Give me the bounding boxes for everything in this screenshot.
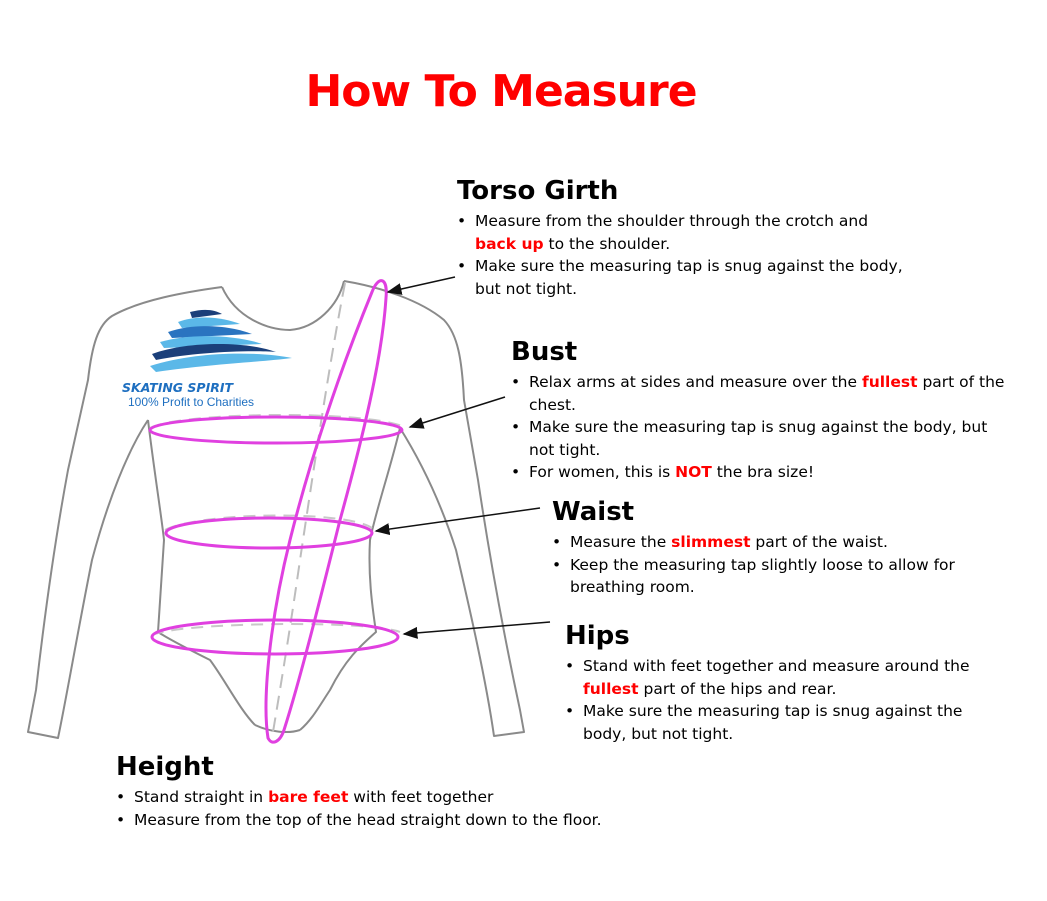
height-heading: Height [116,752,214,782]
list-item [475,210,907,255]
bullet-text: For women, this is [529,463,676,481]
bullet-text: Make sure the measuring tap is snug against the body, but not tight. [529,418,988,459]
list-item [583,700,975,745]
torso-girth-loop [266,281,386,743]
hips-heading: Hips [565,621,630,651]
leotard-outline [28,281,524,738]
torso-girth-heading: Torso Girth [457,176,619,206]
bust-list [511,371,1041,484]
highlight-text: bare feet [268,788,349,806]
bullet-text: Relax arms at sides and measure over the [529,373,862,391]
bullet-text: Measure the [570,533,672,551]
bullet-text: Make sure the measuring tap is snug against the body, but not tight. [583,702,963,743]
list-item [134,786,716,809]
waist-section [552,496,972,599]
list-item [529,461,1041,484]
hips-section [565,620,975,745]
highlight-text: fullest [583,679,639,698]
page-title: How To Measure [305,66,697,117]
bullet-text: Stand with feet together and measure around the [583,657,970,675]
torso-girth-section [457,175,907,300]
bullet-text: the bra size! [711,463,815,481]
list-item [475,255,907,300]
waist-arrow [376,508,540,531]
bullet-text: part of the chest. [529,373,1005,414]
highlight-text: fullest [861,373,918,391]
skating-spirit-logo [122,310,292,409]
height-section [116,751,716,831]
bust-heading: Bust [511,337,578,367]
torso-arrow [388,277,455,292]
highlight-text: back up [475,234,544,253]
bullet-text: with feet together [348,788,494,806]
list-item [529,416,1009,461]
logo-tagline: 100% Profit to Charities [128,395,255,409]
list-item [570,531,972,554]
list-item [134,809,716,832]
bullet-text: Measure from the top of the head straight down to the floor. [134,810,602,829]
waist-heading: Waist [552,497,635,527]
bullet-text: Keep the measuring tap slightly loose to allow for breathing room. [570,555,955,596]
list-item [583,655,975,700]
logo-name: SKATING SPIRIT [122,380,234,395]
wave-icon [150,310,292,372]
height-list [116,786,716,831]
highlight-text: slimmest [671,533,751,551]
waist-loop [166,518,372,548]
back-seam-dashed [272,283,345,738]
hips-list [565,655,975,745]
torso-girth-list [457,210,907,300]
list-item [570,554,972,599]
bullet-text: Measure from the shoulder through the crotch and [475,212,869,230]
bullet-text: part of the waist. [750,533,888,551]
bust-section [511,336,1041,484]
bullet-text: Make sure the measuring tap is snug against the body, but not tight. [475,257,903,298]
highlight-text: NOT [675,463,712,481]
bullet-text: part of the hips and rear. [638,679,837,698]
bullet-text: Stand straight in [134,788,269,806]
bust-arrow [410,397,505,427]
waist-list [552,531,972,599]
bullet-text: to the shoulder. [543,234,671,253]
hips-arrow [404,622,550,634]
list-item [529,371,1041,416]
